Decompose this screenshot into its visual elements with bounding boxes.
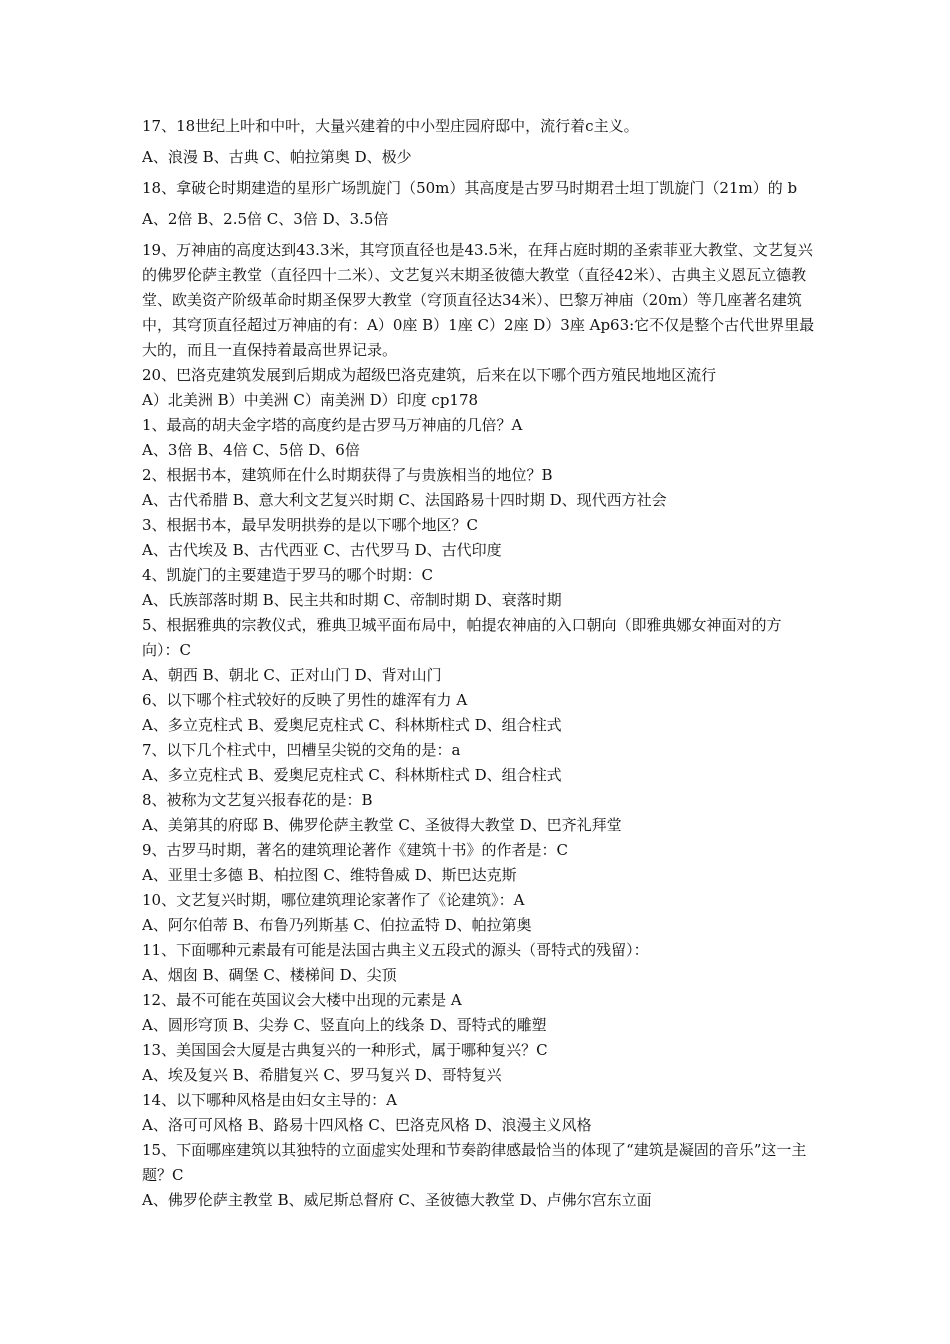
options-4: A、氏族部落时期 B、民主共和时期 C、帝制时期 D、衰落时期 [142, 591, 562, 609]
question-19: 19、万神庙的高度达到43.3米，其穹顶直径也是43.5米，在拜占庭时期的圣索菲亚大教堂、文艺复兴的佛罗伦萨主教堂（直径四十二米）、文艺复兴末期圣彼德大教堂（直径42米）、古典主义恩瓦立德教堂、欧美资产阶级革命时期圣保罗大教堂（穹顶直径达34米）、巴黎万神庙（20m）等几座著名建筑中，其穹顶直径超过万神庙的有：A）0座 B）1座 C）2座 D）3座 Ap63:它不仅是整个古代世界里最大的，而且一直保持着最高世界记录。 [142, 241, 815, 359]
question-7: 7、以下几个柱式中，凹槽呈尖锐的交角的是：a [142, 741, 461, 759]
question-6: 6、以下哪个柱式较好的反映了男性的雄浑有力 A [142, 691, 468, 709]
options-10: A、阿尔伯蒂 B、布鲁乃列斯基 C、伯拉孟特 D、帕拉第奥 [142, 916, 532, 934]
options-15: A、佛罗伦萨主教堂 B、威尼斯总督府 C、圣彼德大教堂 D、卢佛尔宫东立面 [142, 1191, 652, 1209]
options-7: A、多立克柱式 B、爱奥尼克柱式 C、科林斯柱式 D、组合柱式 [142, 766, 562, 784]
question-15: 15、下面哪座建筑以其独特的立面虚实处理和节奏韵律感最恰当的体现了“建筑是凝固的音乐”这一主题？C [142, 1141, 807, 1184]
question-5: 5、根据雅典的宗教仪式，雅典卫城平面布局中，帕提农神庙的入口朝向（即雅典娜女神面对的方向）：C [142, 616, 782, 659]
question-10: 10、文艺复兴时期，哪位建筑理论家著作了《论建筑》：A [142, 891, 525, 909]
question-3: 3、根据书本，最早发明拱券的是以下哪个地区？C [142, 516, 479, 534]
options-14: A、洛可可风格 B、路易十四风格 C、巴洛克风格 D、浪漫主义风格 [142, 1116, 592, 1134]
options-20: A）北美洲 B）中美洲 C）南美洲 D）印度 cp178 [142, 391, 479, 409]
question-4: 4、凯旋门的主要建造于罗马的哪个时期：C [142, 566, 434, 584]
question-1: 1、最高的胡夫金字塔的高度约是古罗马万神庙的几倍？A [142, 416, 523, 434]
options-9: A、亚里士多德 B、柏拉图 C、维特鲁威 D、斯巴达克斯 [142, 866, 517, 884]
question-8: 8、被称为文艺复兴报春花的是：B [142, 791, 373, 809]
document-body [142, 114, 818, 1213]
options-13: A、埃及复兴 B、希腊复兴 C、罗马复兴 D、哥特复兴 [142, 1066, 502, 1084]
options-5: A、朝西 B、朝北 C、正对山门 D、背对山门 [142, 666, 442, 684]
options-3: A、古代埃及 B、古代西亚 C、古代罗马 D、古代印度 [142, 541, 502, 559]
question-17: 17、18世纪上叶和中叶，大量兴建着的中小型庄园府邸中，流行着c主义。 [142, 117, 639, 135]
question-2: 2、根据书本，建筑师在什么时期获得了与贵族相当的地位？B [142, 466, 553, 484]
options-12: A、圆形穹顶 B、尖券 C、竖直向上的线条 D、哥特式的雕塑 [142, 1016, 547, 1034]
options-18: A、2倍 B、2.5倍 C、3倍 D、3.5倍 [142, 210, 389, 228]
options-8: A、美第其的府邸 B、佛罗伦萨主教堂 C、圣彼得大教堂 D、巴齐礼拜堂 [142, 816, 622, 834]
question-14: 14、以下哪种风格是由妇女主导的：A [142, 1091, 397, 1109]
question-18: 18、拿破仑时期建造的星形广场凯旋门（50m）其高度是古罗马时期君士坦丁凯旋门（21m）的 b [142, 179, 798, 197]
options-11: A、烟囱 B、碉堡 C、楼梯间 D、尖顶 [142, 966, 397, 984]
options-17: A、浪漫 B、古典 C、帕拉第奥 D、极少 [142, 148, 412, 166]
question-12: 12、最不可能在英国议会大楼中出现的元素是 A [142, 991, 462, 1009]
question-20: 20、巴洛克建筑发展到后期成为超级巴洛克建筑，后来在以下哪个西方殖民地地区流行 [142, 366, 717, 384]
question-11: 11、下面哪种元素最有可能是法国古典主义五段式的源头（哥特式的残留）： [142, 941, 649, 959]
options-6: A、多立克柱式 B、爱奥尼克柱式 C、科林斯柱式 D、组合柱式 [142, 716, 562, 734]
options-2: A、古代希腊 B、意大利文艺复兴时期 C、法国路易十四时期 D、现代西方社会 [142, 491, 667, 509]
question-13: 13、美国国会大厦是古典复兴的一种形式，属于哪种复兴？C [142, 1041, 548, 1059]
question-9: 9、古罗马时期，著名的建筑理论著作《建筑十书》的作者是：C [142, 841, 569, 859]
options-1: A、3倍 B、4倍 C、5倍 D、6倍 [142, 441, 360, 459]
